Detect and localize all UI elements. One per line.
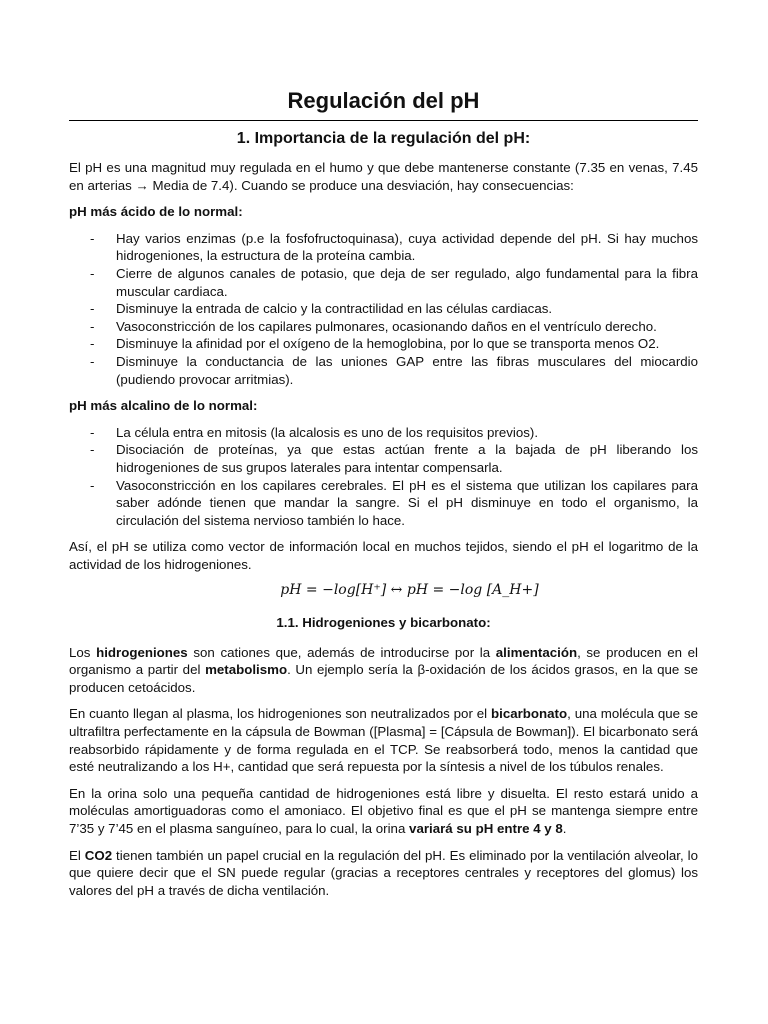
- page-title: Regulación del pH: [69, 88, 698, 121]
- alkaline-list: [69, 424, 698, 530]
- acid-list: [69, 230, 698, 388]
- list-item: - Disminuye la afinidad por el oxígeno de la hemoglobina, por lo que se transporta menos O2.: [90, 336, 660, 352]
- section-1-heading: 1. Importancia de la regulación del pH:: [236, 130, 531, 147]
- list-item: - Disociación de proteínas, ya que estas actúan frente a la bajada de pH liberando los hidrogeniones de sus grupos laterales para intentar compensarla.: [90, 442, 698, 475]
- list-item: - Vasoconstricción en los capilares cerebrales. El pH es el sistema que utilizan los capilares para saber adónde tienen que mandar la sangre. Si el pH disminuye en todo el organismo, la circulación del sistema nervioso también lo hace.: [90, 477, 698, 528]
- alkaline-heading: pH más alcalino de lo normal:: [69, 398, 258, 414]
- list-item: - Vasoconstricción de los capilares pulmonares, ocasionando daños en el ventrículo derecho.: [90, 318, 657, 334]
- paragraph-hidrogeniones: Los hidrogeniones son cationes que, además de introducirse por la alimentación, se producen en el organismo a partir del metabolismo. Un ejemplo sería la β-oxidación de los ácidos grasos, en la que se producen cetoácidos.: [69, 644, 698, 695]
- ph-formula: pH = −log[H⁺] ↔ pH = −log [A_H+]: [280, 582, 539, 599]
- paragraph-bicarbonato: En cuanto llegan al plasma, los hidrogeniones son neutralizados por el bicarbonato, una molécula que se ultrafiltra perfectamente en la cápsula de Bowman ([Plasma] = [Cápsula de Bowman]). El bicarbonato será reabsorbido rápidamente y de forma regulada en el TCP. Se reabsorberá todo, menos la cantidad que esté neutralizando a los H+, cantidad que será repuesta por la síntesis a nivel de los túbulos renales.: [69, 706, 698, 775]
- acid-heading: pH más ácido de lo normal:: [69, 204, 243, 220]
- list-item: - Hay varios enzimas (p.e la fosfofructoquinasa), cuya actividad depende del pH. Si hay muchos hidrogeniones, la estructura de la proteína cambia.: [90, 230, 698, 264]
- paragraph-co2: El CO2 tienen también un papel crucial en la regulación del pH. Es eliminado por la ventilación alveolar, lo que quiere decir que el SN puede regular (gracias a receptores centrales y receptores del glomus) los valores del pH a través de dicha ventilación.: [69, 847, 698, 898]
- list-item: - Disminuye la conductancia de las uniones GAP entre las fibras musculares del miocardio (pudiendo provocar arritmias).: [90, 353, 698, 387]
- section-1-intro: El pH es una magnitud muy regulada en el humo y que debe mantenerse constante (7.35 en venas, 7.45 en arterias → Media de 7.4). Cuando se produce una desviación, hay consecuencias:: [69, 160, 698, 193]
- list-item: - La célula entra en mitosis (la alcalosis es uno de los requisitos previos).: [90, 424, 539, 440]
- list-item: - Cierre de algunos canales de potasio, que deja de ser regulado, algo fundamental para la fibra muscular cardiaca.: [90, 265, 698, 299]
- paragraph-orina: En la orina solo una pequeña cantidad de hidrogeniones está libre y disuelta. El resto estará unido a moléculas amortiguadoras como el amoniaco. El objetivo final es que el pH se mantenga siempre entre 7’35 y 7’45 en el plasma sanguíneo, para lo cual, la orina variará su pH entre 4 y 8.: [69, 785, 698, 836]
- section-1-1-heading: 1.1. Hidrogeniones y bicarbonato:: [276, 615, 491, 631]
- section-1-closing: Así, el pH se utiliza como vector de información local en muchos tejidos, siendo el pH el logaritmo de la actividad de los hidrogeniones.: [69, 539, 698, 572]
- list-item: - Disminuye la entrada de calcio y la contractilidad en las células cardiacas.: [90, 301, 553, 317]
